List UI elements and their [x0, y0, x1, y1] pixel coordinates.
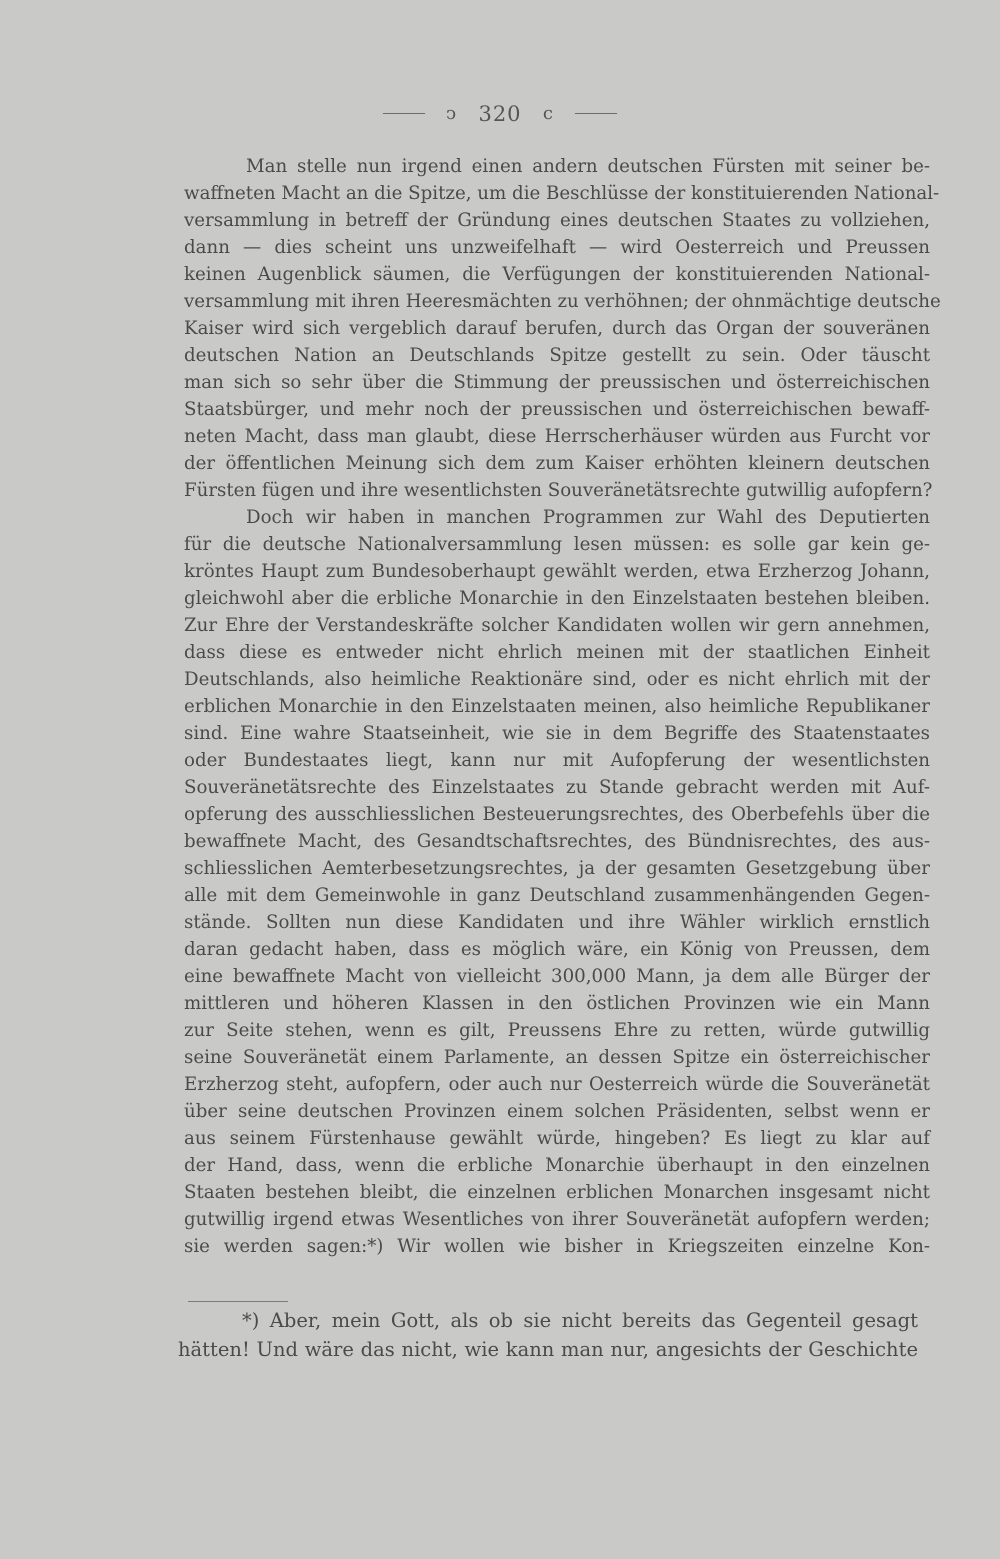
text-line: Zur Ehre der Verstandeskräfte solcher Kandidaten wollen wir gern annehmen,: [184, 615, 930, 636]
text-line: versammlung mit ihren Heeresmächten zu verhöhnen; der ohnmächtige deutsche: [184, 291, 941, 312]
text-line: eine bewaffnete Macht von vielleicht 300,000 Mann, ja dem alle Bürger der: [184, 966, 930, 987]
text-line: sind. Eine wahre Staatseinheit, wie sie in dem Begriffe des Staatenstaates: [184, 723, 930, 744]
text-line: Fürsten fügen und ihre wesentlichsten Souveränetätsrechte gutwillig aufopfern?: [184, 480, 933, 501]
text-line: deutschen Nation an Deutschlands Spitze gestellt zu sein. Oder täuscht: [184, 345, 930, 366]
text-line: über seine deutschen Provinzen einem solchen Präsidenten, selbst wenn er: [184, 1101, 930, 1122]
text-line: oder Bundestaates liegt, kann nur mit Aufopferung der wesentlichsten: [184, 750, 930, 771]
text-line: zur Seite stehen, wenn es gilt, Preussens Ehre zu retten, würde gutwillig: [184, 1020, 930, 1041]
footnote-line: hätten! Und wäre das nicht, wie kann man nur, angesichts der Geschichte: [178, 1338, 918, 1361]
text-line: gleichwohl aber die erbliche Monarchie in den Einzelstaaten bestehen bleiben.: [184, 588, 930, 609]
text-line: der Hand, dass, wenn die erbliche Monarchie überhaupt in den einzelnen: [184, 1155, 930, 1176]
text-line: neten Macht, dass man glaubt, diese Herrscherhäuser würden aus Furcht vor: [184, 426, 930, 447]
text-line: Man stelle nun irgend einen andern deutschen Fürsten mit seiner be-: [246, 156, 930, 177]
text-line: der öffentlichen Meinung sich dem zum Kaiser erhöhten kleinern deutschen: [184, 453, 930, 474]
text-line: man sich so sehr über die Stimmung der preussischen und österreichischen: [184, 372, 930, 393]
text-line: waffneten Macht an die Spitze, um die Beschlüsse der konstituierenden National-: [184, 183, 940, 204]
text-line: opferung des ausschliesslichen Besteuerungsrechtes, des Oberbefehls über die: [184, 804, 930, 825]
text-line: sie werden sagen:*) Wir wollen wie bisher in Kriegszeiten einzelne Kon-: [184, 1236, 930, 1257]
text-line: stände. Sollten nun diese Kandidaten und ihre Wähler wirklich ernstlich: [184, 912, 930, 933]
footnote: [178, 1306, 918, 1364]
text-line: Kaiser wird sich vergeblich darauf berufen, durch das Organ der souveränen: [184, 318, 930, 339]
text-line: Staatsbürger, und mehr noch der preussischen und österreichischen bewaff-: [184, 399, 930, 420]
text-line: daran gedacht haben, dass es möglich wäre, ein König von Preussen, dem: [184, 939, 930, 960]
footnote-line: *) Aber, mein Gott, als ob sie nicht bereits das Gegenteil gesagt: [242, 1309, 918, 1332]
text-line: Staaten bestehen bleibt, die einzelnen erblichen Monarchen insgesamt nicht: [184, 1182, 930, 1203]
text-line: keinen Augenblick säumen, die Verfügungen der konstituierenden National-: [184, 264, 930, 285]
text-line: aus seinem Fürstenhause gewählt würde, hingeben? Es liegt zu klar auf: [184, 1128, 930, 1149]
text-line: dass diese es entweder nicht ehrlich meinen mit der staatlichen Einheit: [184, 642, 930, 663]
text-line: erblichen Monarchie in den Einzelstaaten meinen, also heimliche Republikaner: [184, 696, 930, 717]
page-number: 320: [478, 101, 522, 126]
text-line: mittleren und höheren Klassen in den östlichen Provinzen wie ein Mann: [184, 993, 930, 1014]
text-line: schliesslichen Aemterbesetzungsrechtes, ja der gesamten Gesetzgebung über: [184, 858, 930, 879]
text-line: seine Souveränetät einem Parlamente, an dessen Spitze ein österreichischer: [184, 1047, 930, 1068]
text-line: Souveränetätsrechte des Einzelstaates zu Stande gebracht werden mit Auf-: [184, 777, 930, 798]
text-line: alle mit dem Gemeinwohle in ganz Deutschland zusammenhängenden Gegen-: [184, 885, 930, 906]
text-line: für die deutsche Nationalversammlung lesen müssen: es solle gar kein ge-: [184, 534, 930, 555]
text-line: bewaffnete Macht, des Gesandtschaftsrechtes, des Bündnisrechtes, des aus-: [184, 831, 930, 852]
header-ornament-right: c: [542, 103, 554, 124]
text-line: dann — dies scheint uns unzweifelhaft — wird Oesterreich und Preussen: [184, 237, 930, 258]
header-rule-left: [383, 113, 425, 114]
header-ornament-left: ↄ: [446, 103, 458, 124]
text-line: versammlung in betreff der Gründung eines deutschen Staates zu vollziehen,: [184, 210, 930, 231]
text-line: Doch wir haben in manchen Programmen zur Wahl des Deputierten: [246, 507, 930, 528]
header-rule-right: [575, 113, 617, 114]
text-line: gutwillig irgend etwas Wesentliches von ihrer Souveränetät aufopfern werden;: [184, 1209, 930, 1230]
text-line: Erzherzog steht, aufopfern, oder auch nur Oesterreich würde die Souveränetät: [184, 1074, 930, 1095]
body-text: [184, 153, 941, 1260]
running-header: [0, 100, 1000, 126]
footnote-rule: [188, 1301, 288, 1302]
text-line: Deutschlands, also heimliche Reaktionäre sind, oder es nicht ehrlich mit der: [184, 669, 930, 690]
text-line: kröntes Haupt zum Bundesoberhaupt gewählt werden, etwa Erzherzog Johann,: [184, 561, 930, 582]
